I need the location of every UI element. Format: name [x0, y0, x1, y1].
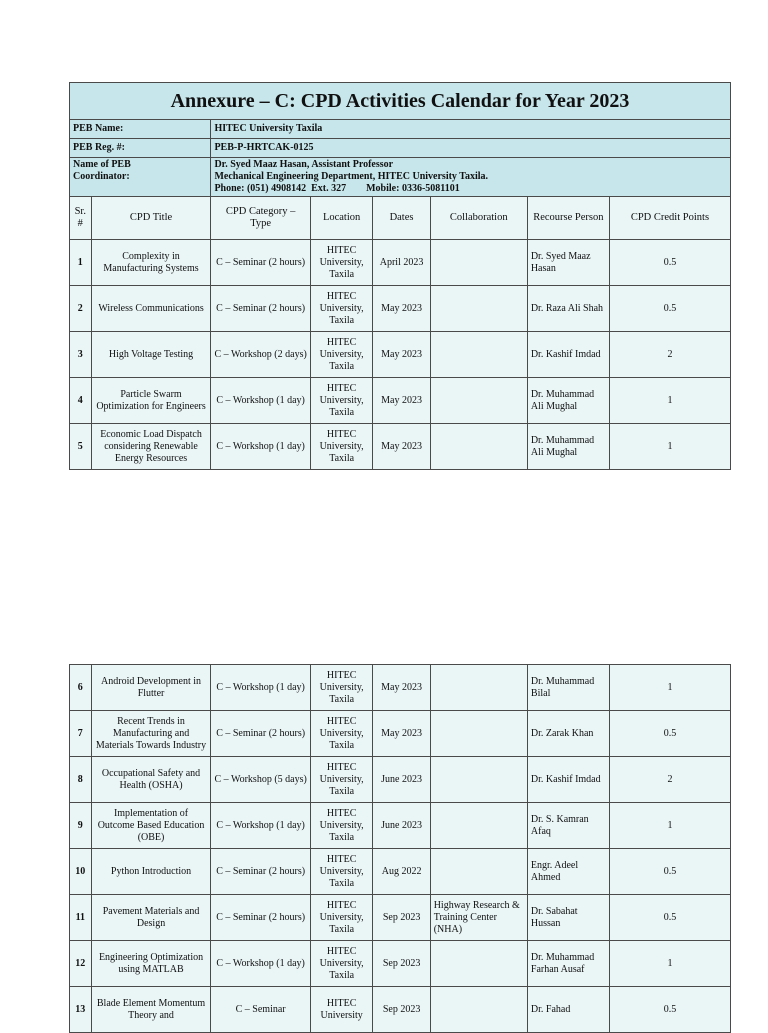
header-points: CPD Credit Points — [609, 197, 730, 240]
cell-points: 0.5 — [609, 849, 730, 895]
coordinator-label-line-2: Coordinator: — [73, 171, 130, 182]
header-sr: Sr. # — [70, 197, 92, 240]
cell-category: C – Workshop (1 day) — [211, 803, 310, 849]
table-row — [70, 240, 731, 286]
cell-collaboration — [430, 711, 527, 757]
cell-sr: 11 — [70, 895, 92, 941]
cpd-table-page-1 — [69, 82, 731, 470]
cell-title: Recent Trends in Manufacturing and Materials Towards Industry — [91, 711, 211, 757]
cell-title: Python Introduction — [91, 849, 211, 895]
cell-collaboration — [430, 286, 527, 332]
cell-points: 0.5 — [609, 240, 730, 286]
cell-location: HITEC University, Taxila — [310, 757, 373, 803]
cell-title: Implementation of Outcome Based Education (OBE) — [91, 803, 211, 849]
cell-points: 2 — [609, 332, 730, 378]
cell-points: 1 — [609, 803, 730, 849]
cell-collaboration — [430, 332, 527, 378]
cell-person: Dr. Sabahat Hussan — [527, 895, 609, 941]
cell-collaboration — [430, 849, 527, 895]
cell-person: Dr. Muhammad Bilal — [527, 665, 609, 711]
cell-title: Engineering Optimization using MATLAB — [91, 941, 211, 987]
cell-location: HITEC University, Taxila — [310, 286, 373, 332]
cell-person: Dr. Muhammad Farhan Ausaf — [527, 941, 609, 987]
cell-title: Complexity in Manufacturing Systems — [91, 240, 211, 286]
cell-location: HITEC University, Taxila — [310, 665, 373, 711]
table-row — [70, 895, 731, 941]
cell-title: Pavement Materials and Design — [91, 895, 211, 941]
cell-dates: May 2023 — [373, 286, 430, 332]
cell-dates: Sep 2023 — [373, 987, 430, 1033]
cell-dates: May 2023 — [373, 424, 430, 470]
cell-sr: 13 — [70, 987, 92, 1033]
cell-dates: May 2023 — [373, 332, 430, 378]
table-body-page-1 — [70, 240, 731, 470]
cell-location: HITEC University, Taxila — [310, 895, 373, 941]
table-row — [70, 378, 731, 424]
cell-category: C – Seminar (2 hours) — [211, 895, 310, 941]
header-person: Recourse Person — [527, 197, 609, 240]
coordinator-department: Mechanical Engineering Department, HITEC University Taxila. — [214, 171, 489, 182]
cell-collaboration — [430, 665, 527, 711]
cell-points: 1 — [609, 424, 730, 470]
cell-points: 0.5 — [609, 286, 730, 332]
cell-category: C – Seminar (2 hours) — [211, 286, 310, 332]
cell-person: Dr. Muhammad Ali Mughal — [527, 424, 609, 470]
cell-dates: May 2023 — [373, 378, 430, 424]
cell-sr: 5 — [70, 424, 92, 470]
cell-points: 0.5 — [609, 987, 730, 1033]
cell-category: C – Workshop (1 day) — [211, 378, 310, 424]
table-row — [70, 803, 731, 849]
cell-sr: 4 — [70, 378, 92, 424]
cell-category: C – Seminar (2 hours) — [211, 849, 310, 895]
cell-collaboration — [430, 757, 527, 803]
cell-location: HITEC University, Taxila — [310, 240, 373, 286]
table-row — [70, 849, 731, 895]
cell-category: C – Workshop (1 day) — [211, 941, 310, 987]
cell-dates: Sep 2023 — [373, 895, 430, 941]
peb-name-label: PEB Name: — [70, 120, 211, 139]
cell-title: Android Development in Flutter — [91, 665, 211, 711]
cell-title: Economic Load Dispatch considering Renewable Energy Resources — [91, 424, 211, 470]
header-category: CPD Category – Type — [211, 197, 310, 240]
cell-dates: June 2023 — [373, 803, 430, 849]
cell-person: Engr. Adeel Ahmed — [527, 849, 609, 895]
cell-location: HITEC University, Taxila — [310, 803, 373, 849]
cell-location: HITEC University, Taxila — [310, 332, 373, 378]
cell-sr: 1 — [70, 240, 92, 286]
cell-category: C – Workshop (2 days) — [211, 332, 310, 378]
cell-sr: 10 — [70, 849, 92, 895]
peb-reg-row — [70, 139, 731, 158]
cell-person: Dr. S. Kamran Afaq — [527, 803, 609, 849]
coordinator-details — [211, 158, 731, 197]
cell-sr: 3 — [70, 332, 92, 378]
coordinator-label — [70, 158, 211, 197]
cell-person: Dr. Syed Maaz Hasan — [527, 240, 609, 286]
cell-points: 1 — [609, 665, 730, 711]
table-body-page-2 — [70, 665, 731, 1033]
cpd-table-page-2 — [69, 664, 731, 1033]
coordinator-contact: Phone: (051) 4908142 Ext. 327 Mobile: 0336-5081101 — [214, 183, 460, 194]
cell-sr: 8 — [70, 757, 92, 803]
header-location: Location — [310, 197, 373, 240]
header-dates: Dates — [373, 197, 430, 240]
page-title: Annexure – C: CPD Activities Calendar for Year 2023 — [70, 83, 731, 120]
cell-collaboration — [430, 240, 527, 286]
cell-person: Dr. Kashif Imdad — [527, 332, 609, 378]
table-row — [70, 941, 731, 987]
cell-title: Wireless Communications — [91, 286, 211, 332]
cell-sr: 7 — [70, 711, 92, 757]
cell-sr: 12 — [70, 941, 92, 987]
table-row — [70, 757, 731, 803]
cell-collaboration — [430, 941, 527, 987]
cell-sr: 2 — [70, 286, 92, 332]
cell-collaboration — [430, 378, 527, 424]
cell-category: C – Seminar (2 hours) — [211, 240, 310, 286]
table-row — [70, 332, 731, 378]
header-title: CPD Title — [91, 197, 211, 240]
cell-collaboration — [430, 424, 527, 470]
cell-points: 2 — [609, 757, 730, 803]
cell-location: HITEC University, Taxila — [310, 849, 373, 895]
cell-location: HITEC University, Taxila — [310, 711, 373, 757]
table-row — [70, 711, 731, 757]
cell-location: HITEC University — [310, 987, 373, 1033]
cell-category: C – Workshop (1 day) — [211, 665, 310, 711]
cell-dates: Sep 2023 — [373, 941, 430, 987]
cell-title: High Voltage Testing — [91, 332, 211, 378]
table-row — [70, 424, 731, 470]
cell-person: Dr. Kashif Imdad — [527, 757, 609, 803]
coordinator-name: Dr. Syed Maaz Hasan, Assistant Professor — [214, 159, 394, 170]
header-collaboration: Collaboration — [430, 197, 527, 240]
cell-category: C – Seminar — [211, 987, 310, 1033]
cell-dates: June 2023 — [373, 757, 430, 803]
cell-sr: 9 — [70, 803, 92, 849]
cell-person: Dr. Muhammad Ali Mughal — [527, 378, 609, 424]
cell-location: HITEC University, Taxila — [310, 424, 373, 470]
cell-category: C – Workshop (1 day) — [211, 424, 310, 470]
cell-collaboration — [430, 803, 527, 849]
cell-sr: 6 — [70, 665, 92, 711]
peb-reg-label: PEB Reg. #: — [70, 139, 211, 158]
cell-points: 1 — [609, 941, 730, 987]
peb-name-value: HITEC University Taxila — [211, 120, 731, 139]
peb-name-row — [70, 120, 731, 139]
table-row — [70, 987, 731, 1033]
cell-points: 0.5 — [609, 895, 730, 941]
table-row — [70, 286, 731, 332]
peb-reg-value: PEB-P-HRTCAK-0125 — [211, 139, 731, 158]
table-header-row — [70, 197, 731, 240]
cell-dates: May 2023 — [373, 711, 430, 757]
cell-dates: April 2023 — [373, 240, 430, 286]
cell-person: Dr. Zarak Khan — [527, 711, 609, 757]
cell-title: Blade Element Momentum Theory and — [91, 987, 211, 1033]
cell-person: Dr. Fahad — [527, 987, 609, 1033]
coordinator-label-line-1: Name of PEB — [73, 159, 131, 170]
cell-category: C – Workshop (5 days) — [211, 757, 310, 803]
cell-points: 1 — [609, 378, 730, 424]
cell-points: 0.5 — [609, 711, 730, 757]
cell-collaboration — [430, 987, 527, 1033]
cell-title: Occupational Safety and Health (OSHA) — [91, 757, 211, 803]
cell-person: Dr. Raza Ali Shah — [527, 286, 609, 332]
cell-dates: Aug 2022 — [373, 849, 430, 895]
table-row — [70, 665, 731, 711]
cell-collaboration: Highway Research & Training Center (NHA) — [430, 895, 527, 941]
cell-location: HITEC University, Taxila — [310, 941, 373, 987]
cell-category: C – Seminar (2 hours) — [211, 711, 310, 757]
cell-title: Particle Swarm Optimization for Engineers — [91, 378, 211, 424]
coordinator-row — [70, 158, 731, 197]
cell-location: HITEC University, Taxila — [310, 378, 373, 424]
cell-dates: May 2023 — [373, 665, 430, 711]
